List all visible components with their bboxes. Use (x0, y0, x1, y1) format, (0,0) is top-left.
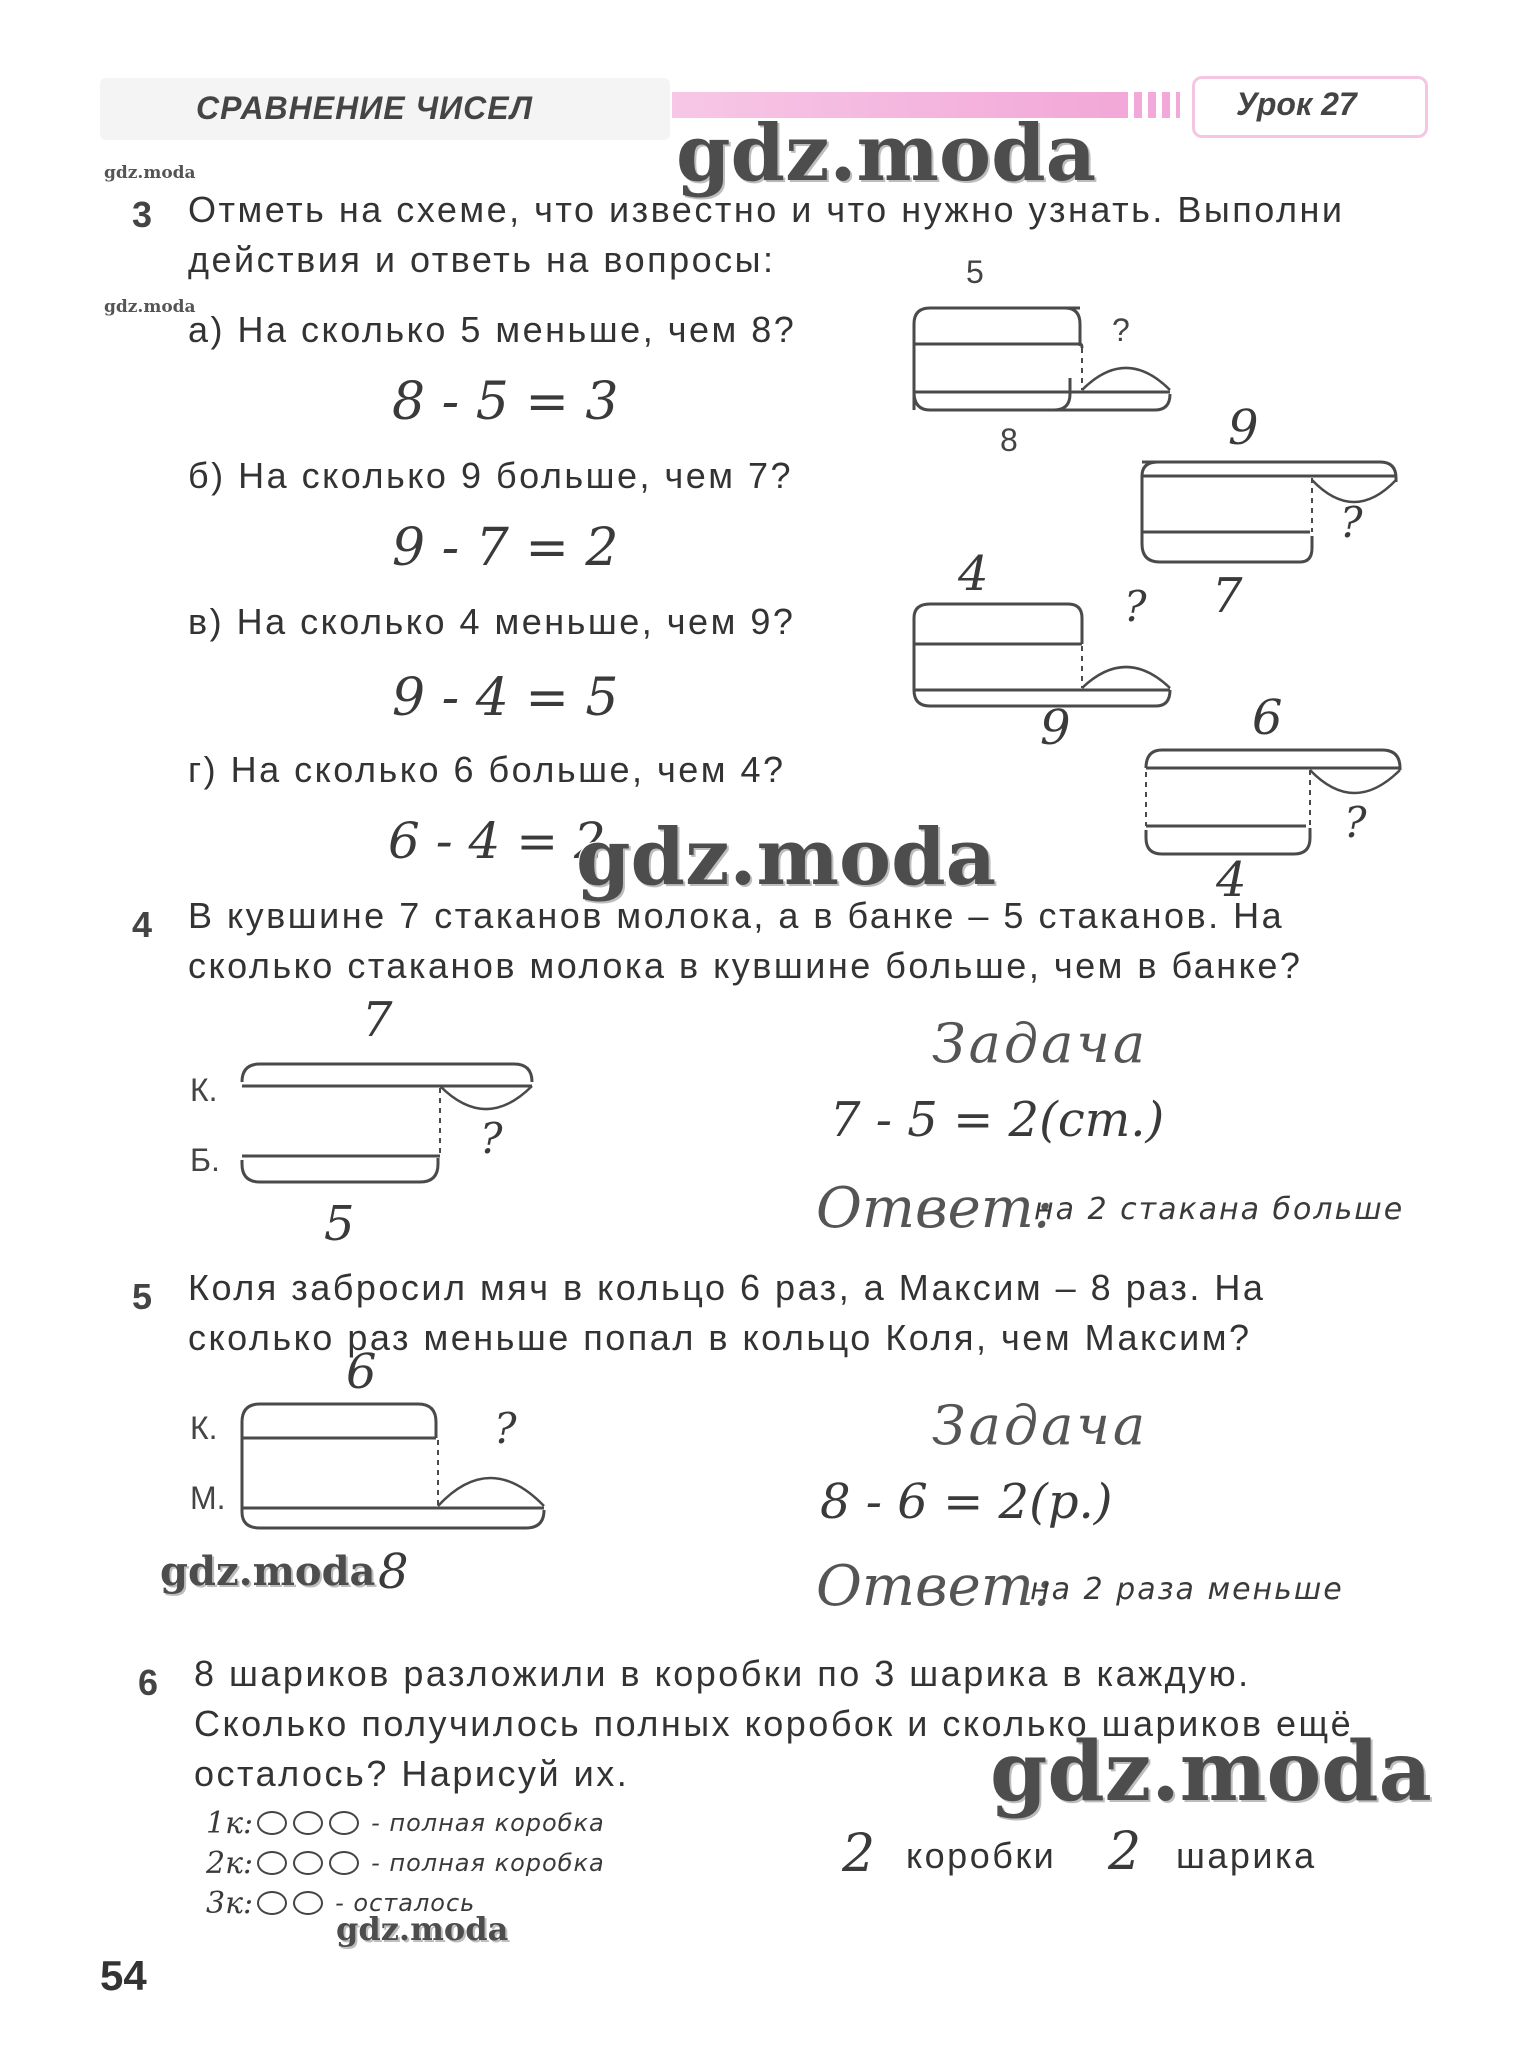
watermark-small-2: gdz.moda (104, 297, 196, 317)
diagram-3a (900, 290, 1180, 430)
lesson-label: Урок 27 (1236, 86, 1357, 122)
watermark-bottom: gdz.moda (336, 1910, 509, 1948)
task5-answer-text: на 2 раза меньше (1030, 1572, 1344, 1607)
task4-row2-label: Б. (190, 1142, 220, 1178)
task5-mark: ? (494, 1404, 517, 1453)
task3v-question: в) На сколько 4 меньше, чем 9? (188, 601, 796, 642)
task4-mark: ? (480, 1114, 503, 1163)
task3g-answer: 6 - 4 = 2 (388, 812, 606, 870)
task5-answer-word: Ответ: (816, 1554, 1053, 1619)
watermark-small-1: gdz.moda (104, 163, 196, 183)
task4-answer-word: Ответ: (816, 1176, 1053, 1241)
task6-box-row (206, 1844, 766, 1882)
task6-box-note: - полная коробка (371, 1849, 605, 1877)
task6-box-row (206, 1804, 766, 1842)
task6-answer-balls-word: шарика (1176, 1835, 1317, 1876)
task6-box-label: 2к: (206, 1845, 254, 1881)
ball-icon (329, 1851, 359, 1875)
watermark-task5: gdz.moda (160, 1548, 376, 1595)
task3v-answer: 9 - 4 = 5 (392, 668, 619, 728)
task6-number: 6 (138, 1662, 159, 1703)
task5-text-line2: сколько раз меньше попал в кольцо Коля, чем Максим? (188, 1317, 1252, 1358)
task4-answer-text: на 2 стакана больше (1034, 1192, 1405, 1227)
ball-icon (257, 1891, 287, 1915)
diagram-3b-top: 9 (1228, 400, 1259, 456)
diagram-3v-mark: ? (1124, 582, 1147, 631)
header-pink-stripes (1120, 92, 1180, 118)
page-number: 54 (100, 1952, 147, 1999)
task3b-question: б) На сколько 9 больше, чем 7? (188, 455, 794, 496)
task6-box-label: 1к: (206, 1805, 254, 1841)
task6-answer-boxes-value: 2 (842, 1824, 876, 1884)
diagram-3a-bottom: 8 (1000, 422, 1018, 458)
diagram-3b-bottom: 7 (1212, 568, 1243, 624)
task3g-question: г) На сколько 6 больше, чем 4? (188, 749, 786, 790)
task4-heading: Задача (932, 1012, 1149, 1075)
task6-text-line3: осталось? Нарисуй их. (194, 1753, 630, 1794)
diagram-3b (1134, 444, 1404, 584)
task4-number: 4 (132, 904, 153, 945)
task4-equation: 7 - 5 = 2(ст.) (830, 1092, 1165, 1148)
task5-text-line1: Коля забросил мяч в кольцо 6 раз, а Максим – 8 раз. На (188, 1267, 1266, 1308)
task6-answer-boxes-word: коробки (906, 1835, 1057, 1876)
task5-bottom-value: 8 (378, 1544, 409, 1600)
task4-text-line1: В кувшине 7 стаканов молока, а в банке – 5 стаканов. На (188, 895, 1285, 936)
diagram-3a-top: 5 (966, 254, 984, 290)
ball-icon (257, 1851, 287, 1875)
diagram-3v-bottom: 9 (1040, 700, 1071, 756)
task3-text-line2: действия и ответь на вопросы: (188, 239, 776, 280)
diagram-3g-mark: ? (1344, 798, 1367, 847)
diagram-3g-bottom: 4 (1216, 852, 1247, 908)
task3a-question: а) На сколько 5 меньше, чем 8? (188, 309, 797, 350)
diagram-3g-top: 6 (1252, 690, 1283, 746)
task6-answer-balls-value: 2 (1108, 1822, 1142, 1882)
task4-bottom-value: 5 (324, 1196, 355, 1252)
watermark-task6: gdz.moda (990, 1724, 1432, 1820)
task4-text-line2: сколько стаканов молока в кувшине больше, чем в банке? (188, 945, 1303, 986)
watermark-top: gdz.moda (676, 108, 1097, 199)
diagram-3v-top: 4 (958, 546, 989, 602)
task5-top-value: 6 (346, 1344, 377, 1400)
ball-icon (293, 1851, 323, 1875)
diagram-3b-mark: ? (1340, 498, 1363, 547)
task5-row1-label: К. (190, 1410, 218, 1446)
ball-icon (293, 1891, 323, 1915)
ball-icon (329, 1811, 359, 1835)
diagram-3g (1138, 740, 1408, 880)
task5-equation: 8 - 6 = 2(р.) (820, 1474, 1113, 1530)
watermark-middle: gdz.moda (576, 812, 997, 903)
task6-text-line1: 8 шариков разложили в коробки по 3 шарика в каждую. (194, 1653, 1251, 1694)
section-title: СРАВНЕНИЕ ЧИСЕЛ (196, 90, 533, 126)
diagram-3a-mark: ? (1112, 312, 1130, 348)
task6-box-label: 3к: (206, 1885, 254, 1921)
task6-box-list (206, 1804, 766, 1924)
ball-icon (293, 1811, 323, 1835)
task5-number: 5 (132, 1276, 153, 1317)
task5-heading: Задача (932, 1394, 1149, 1457)
task3-number: 3 (132, 194, 153, 235)
task6-text-line2: Сколько получилось полных коробок и сколько шариков ещё (194, 1703, 1354, 1744)
task6-box-note: - полная коробка (371, 1809, 605, 1837)
task4-row1-label: К. (190, 1072, 218, 1108)
task3b-answer: 9 - 7 = 2 (392, 518, 619, 578)
task5-row2-label: М. (190, 1480, 226, 1516)
task6-box-note: - осталось (335, 1889, 476, 1917)
task4-diagram (240, 1052, 550, 1202)
ball-icon (257, 1811, 287, 1835)
task3a-answer: 8 - 5 = 3 (392, 372, 619, 432)
task4-top-value: 7 (362, 992, 393, 1048)
task3-text-line1: Отметь на схеме, что известно и что нужно узнать. Выполни (188, 189, 1345, 230)
